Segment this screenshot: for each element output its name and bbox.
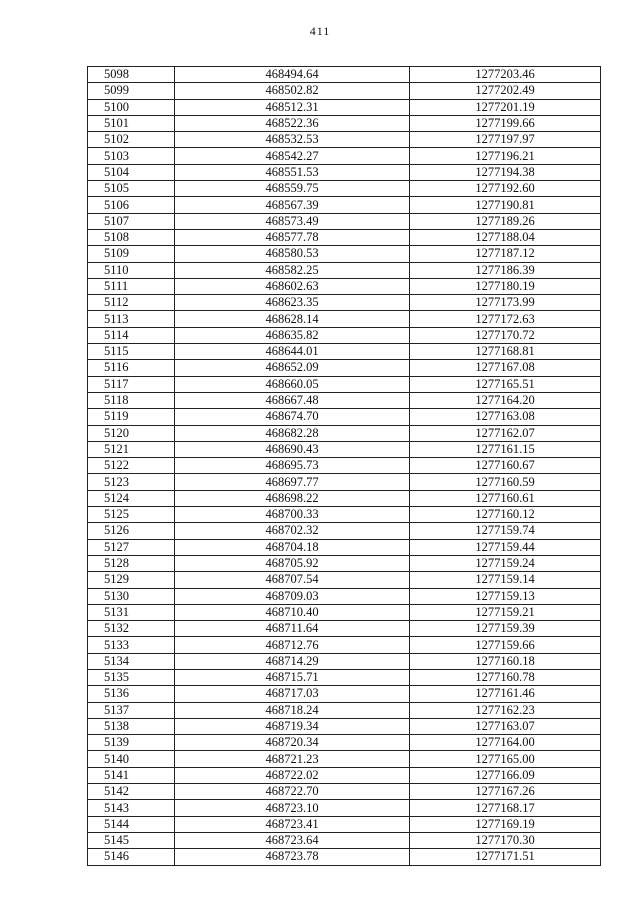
table-row [88,83,601,99]
y-coordinate-cell: 1277167.08 [410,360,601,376]
x-coordinate-cell: 468704.18 [175,539,410,555]
y-coordinate-cell: 1277159.14 [410,572,601,588]
x-coordinate-cell: 468623.35 [175,295,410,311]
x-coordinate-cell: 468690.43 [175,441,410,457]
y-coordinate-cell: 1277160.78 [410,669,601,685]
table-row [88,653,601,669]
y-coordinate-cell: 1277170.72 [410,327,601,343]
x-coordinate-cell: 468722.70 [175,784,410,800]
table-row [88,784,601,800]
x-coordinate-cell: 468577.78 [175,229,410,245]
point-id-cell: 5114 [88,327,175,343]
x-coordinate-cell: 468712.76 [175,637,410,653]
table-row [88,392,601,408]
y-coordinate-cell: 1277164.20 [410,392,601,408]
table-row [88,474,601,490]
table-row [88,507,601,523]
x-coordinate-cell: 468707.54 [175,572,410,588]
table-row [88,148,601,164]
point-id-cell: 5142 [88,784,175,800]
y-coordinate-cell: 1277159.13 [410,588,601,604]
y-coordinate-cell: 1277160.12 [410,507,601,523]
y-coordinate-cell: 1277159.74 [410,523,601,539]
table-row [88,800,601,816]
point-id-cell: 5105 [88,181,175,197]
x-coordinate-cell: 468710.40 [175,604,410,620]
table-row [88,751,601,767]
point-id-cell: 5104 [88,164,175,180]
x-coordinate-cell: 468702.32 [175,523,410,539]
x-coordinate-cell: 468644.01 [175,344,410,360]
point-id-cell: 5139 [88,735,175,751]
point-id-cell: 5106 [88,197,175,213]
table-row [88,621,601,637]
table-row [88,262,601,278]
y-coordinate-cell: 1277160.59 [410,474,601,490]
table-row [88,67,601,83]
x-coordinate-cell: 468559.75 [175,181,410,197]
x-coordinate-cell: 468714.29 [175,653,410,669]
point-id-cell: 5145 [88,832,175,848]
y-coordinate-cell: 1277160.67 [410,458,601,474]
x-coordinate-cell: 468718.24 [175,702,410,718]
y-coordinate-cell: 1277187.12 [410,246,601,262]
y-coordinate-cell: 1277159.44 [410,539,601,555]
x-coordinate-cell: 468695.73 [175,458,410,474]
y-coordinate-cell: 1277166.09 [410,767,601,783]
y-coordinate-cell: 1277161.15 [410,441,601,457]
x-coordinate-cell: 468698.22 [175,490,410,506]
x-coordinate-cell: 468582.25 [175,262,410,278]
table-row [88,213,601,229]
table-row [88,278,601,294]
x-coordinate-cell: 468573.49 [175,213,410,229]
y-coordinate-cell: 1277186.39 [410,262,601,278]
y-coordinate-cell: 1277169.19 [410,816,601,832]
x-coordinate-cell: 468697.77 [175,474,410,490]
y-coordinate-cell: 1277165.51 [410,376,601,392]
table-row [88,99,601,115]
point-id-cell: 5103 [88,148,175,164]
x-coordinate-cell: 468567.39 [175,197,410,213]
point-id-cell: 5113 [88,311,175,327]
table-row [88,311,601,327]
table-row [88,686,601,702]
x-coordinate-cell: 468719.34 [175,718,410,734]
table-row [88,132,601,148]
point-id-cell: 5122 [88,458,175,474]
y-coordinate-cell: 1277188.04 [410,229,601,245]
y-coordinate-cell: 1277201.19 [410,99,601,115]
point-id-cell: 5111 [88,278,175,294]
point-id-cell: 5129 [88,572,175,588]
point-id-cell: 5107 [88,213,175,229]
table-row [88,197,601,213]
table-row [88,604,601,620]
x-coordinate-cell: 468652.09 [175,360,410,376]
x-coordinate-cell: 468580.53 [175,246,410,262]
x-coordinate-cell: 468542.27 [175,148,410,164]
y-coordinate-cell: 1277159.24 [410,555,601,571]
y-coordinate-cell: 1277189.26 [410,213,601,229]
table-row [88,164,601,180]
y-coordinate-cell: 1277203.46 [410,67,601,83]
point-id-cell: 5109 [88,246,175,262]
point-id-cell: 5118 [88,392,175,408]
coordinates-table [87,66,601,866]
y-coordinate-cell: 1277171.51 [410,849,601,865]
x-coordinate-cell: 468494.64 [175,67,410,83]
point-id-cell: 5100 [88,99,175,115]
point-id-cell: 5117 [88,376,175,392]
table-row [88,490,601,506]
point-id-cell: 5120 [88,425,175,441]
x-coordinate-cell: 468682.28 [175,425,410,441]
y-coordinate-cell: 1277164.00 [410,735,601,751]
point-id-cell: 5108 [88,229,175,245]
y-coordinate-cell: 1277167.26 [410,784,601,800]
point-id-cell: 5128 [88,555,175,571]
x-coordinate-cell: 468532.53 [175,132,410,148]
table-row [88,832,601,848]
point-id-cell: 5121 [88,441,175,457]
y-coordinate-cell: 1277173.99 [410,295,601,311]
table-row [88,295,601,311]
x-coordinate-cell: 468717.03 [175,686,410,702]
point-id-cell: 5137 [88,702,175,718]
y-coordinate-cell: 1277159.39 [410,621,601,637]
y-coordinate-cell: 1277168.81 [410,344,601,360]
y-coordinate-cell: 1277172.63 [410,311,601,327]
x-coordinate-cell: 468720.34 [175,735,410,751]
table-row [88,816,601,832]
x-coordinate-cell: 468602.63 [175,278,410,294]
point-id-cell: 5123 [88,474,175,490]
point-id-cell: 5125 [88,507,175,523]
table-row [88,360,601,376]
table-row [88,409,601,425]
x-coordinate-cell: 468522.36 [175,115,410,131]
y-coordinate-cell: 1277168.17 [410,800,601,816]
y-coordinate-cell: 1277159.21 [410,604,601,620]
point-id-cell: 5133 [88,637,175,653]
point-id-cell: 5146 [88,849,175,865]
point-id-cell: 5131 [88,604,175,620]
x-coordinate-cell: 468635.82 [175,327,410,343]
x-coordinate-cell: 468700.33 [175,507,410,523]
table-row [88,637,601,653]
table-row [88,849,601,865]
x-coordinate-cell: 468723.41 [175,816,410,832]
x-coordinate-cell: 468709.03 [175,588,410,604]
point-id-cell: 5140 [88,751,175,767]
y-coordinate-cell: 1277192.60 [410,181,601,197]
y-coordinate-cell: 1277197.97 [410,132,601,148]
x-coordinate-cell: 468512.31 [175,99,410,115]
point-id-cell: 5112 [88,295,175,311]
table-row [88,115,601,131]
y-coordinate-cell: 1277165.00 [410,751,601,767]
point-id-cell: 5132 [88,621,175,637]
point-id-cell: 5116 [88,360,175,376]
x-coordinate-cell: 468628.14 [175,311,410,327]
table-row [88,588,601,604]
y-coordinate-cell: 1277160.61 [410,490,601,506]
point-id-cell: 5143 [88,800,175,816]
table-row [88,441,601,457]
table-row [88,246,601,262]
point-id-cell: 5127 [88,539,175,555]
table-row [88,767,601,783]
point-id-cell: 5134 [88,653,175,669]
table-row [88,425,601,441]
point-id-cell: 5126 [88,523,175,539]
x-coordinate-cell: 468723.64 [175,832,410,848]
x-coordinate-cell: 468723.10 [175,800,410,816]
point-id-cell: 5119 [88,409,175,425]
point-id-cell: 5098 [88,67,175,83]
x-coordinate-cell: 468660.05 [175,376,410,392]
x-coordinate-cell: 468674.70 [175,409,410,425]
x-coordinate-cell: 468723.78 [175,849,410,865]
point-id-cell: 5144 [88,816,175,832]
point-id-cell: 5135 [88,669,175,685]
point-id-cell: 5110 [88,262,175,278]
x-coordinate-cell: 468667.48 [175,392,410,408]
y-coordinate-cell: 1277163.07 [410,718,601,734]
y-coordinate-cell: 1277160.18 [410,653,601,669]
x-coordinate-cell: 468502.82 [175,83,410,99]
table-row [88,718,601,734]
y-coordinate-cell: 1277162.07 [410,425,601,441]
point-id-cell: 5101 [88,115,175,131]
coordinates-table-body [88,67,601,866]
x-coordinate-cell: 468722.02 [175,767,410,783]
table-row [88,327,601,343]
page-number: 411 [309,24,331,38]
y-coordinate-cell: 1277196.21 [410,148,601,164]
table-row [88,702,601,718]
x-coordinate-cell: 468551.53 [175,164,410,180]
point-id-cell: 5136 [88,686,175,702]
point-id-cell: 5138 [88,718,175,734]
y-coordinate-cell: 1277202.49 [410,83,601,99]
table-row [88,376,601,392]
table-row [88,669,601,685]
point-id-cell: 5141 [88,767,175,783]
table-row [88,523,601,539]
y-coordinate-cell: 1277194.38 [410,164,601,180]
table-row [88,555,601,571]
x-coordinate-cell: 468721.23 [175,751,410,767]
table-row [88,539,601,555]
y-coordinate-cell: 1277190.81 [410,197,601,213]
y-coordinate-cell: 1277161.46 [410,686,601,702]
table-row [88,735,601,751]
y-coordinate-cell: 1277162.23 [410,702,601,718]
table-row [88,344,601,360]
y-coordinate-cell: 1277163.08 [410,409,601,425]
point-id-cell: 5099 [88,83,175,99]
x-coordinate-cell: 468711.64 [175,621,410,637]
table-row [88,458,601,474]
y-coordinate-cell: 1277170.30 [410,832,601,848]
point-id-cell: 5124 [88,490,175,506]
x-coordinate-cell: 468705.92 [175,555,410,571]
y-coordinate-cell: 1277180.19 [410,278,601,294]
table-row [88,181,601,197]
point-id-cell: 5115 [88,344,175,360]
table-row [88,572,601,588]
x-coordinate-cell: 468715.71 [175,669,410,685]
y-coordinate-cell: 1277159.66 [410,637,601,653]
point-id-cell: 5130 [88,588,175,604]
y-coordinate-cell: 1277199.66 [410,115,601,131]
point-id-cell: 5102 [88,132,175,148]
table-row [88,229,601,245]
